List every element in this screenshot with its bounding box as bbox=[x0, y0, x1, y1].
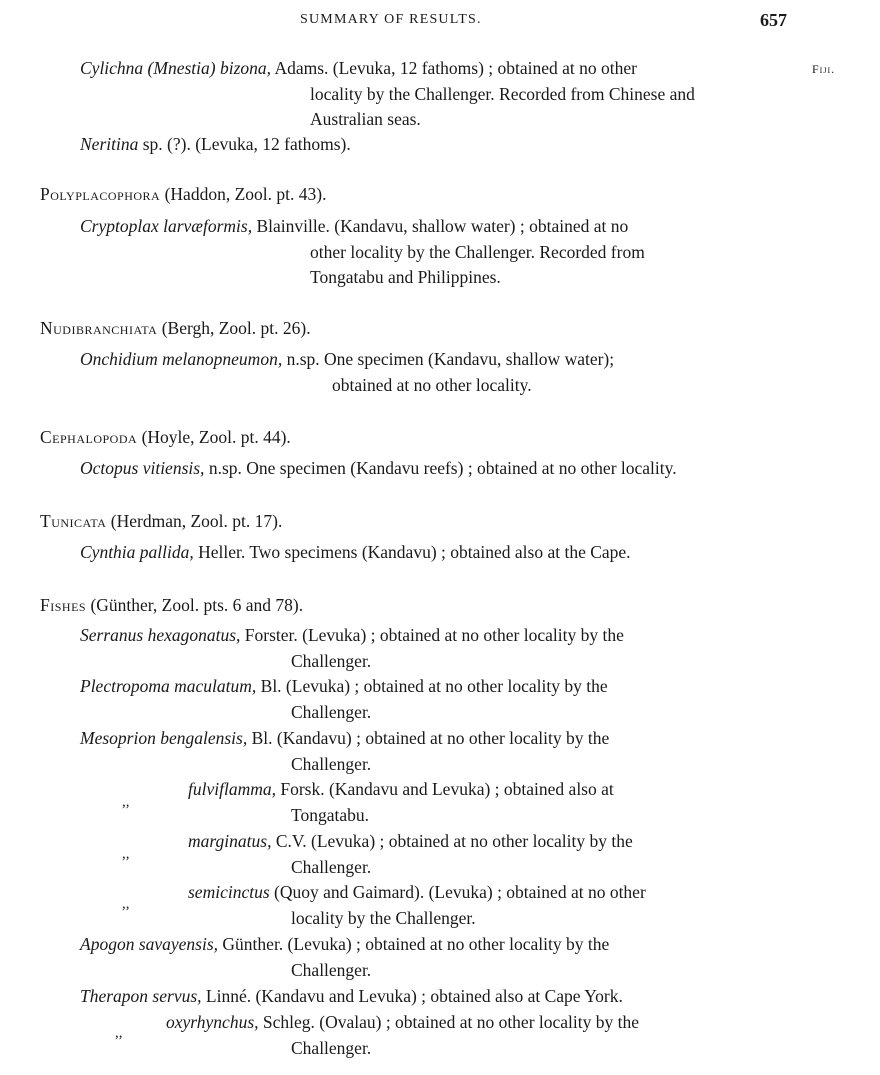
entry-text: Schleg. (Ovalau) ; obtained at no other locality by the bbox=[262, 1012, 640, 1032]
entry-continuation: Challenger. bbox=[291, 651, 372, 671]
entry-mesoprion-bengalensis bbox=[80, 727, 609, 749]
entry-text: (Levuka, 12 fathoms) ; obtained at no other bbox=[332, 58, 637, 78]
entry-text: n.sp. One specimen (Kandavu, shallow water); bbox=[286, 349, 615, 369]
entry-text: Bl. (Levuka) ; obtained at no other locality by the bbox=[260, 676, 608, 696]
section-title: Cephalopoda bbox=[40, 427, 138, 447]
species-name: semicinctus bbox=[188, 882, 270, 902]
entry-mesoprion-marginatus bbox=[188, 830, 633, 852]
entry-continuation: Challenger. bbox=[291, 702, 372, 722]
section-heading-tunicata bbox=[40, 510, 282, 532]
page-header bbox=[0, 10, 880, 34]
entry-mesoprion-semicinctus bbox=[188, 881, 646, 903]
entry-text: Forsk. (Kandavu and Levuka) ; obtained also at bbox=[280, 779, 614, 799]
entry-text: C.V. (Levuka) ; obtained at no other locality by the bbox=[275, 831, 633, 851]
authority: Blainville. bbox=[256, 216, 330, 236]
entry-continuation: Challenger. bbox=[291, 1038, 372, 1058]
section-title: Fishes bbox=[40, 595, 87, 615]
section-heading-nudibranchiata bbox=[40, 317, 311, 339]
species-name: Plectropoma maculatum, bbox=[80, 676, 257, 696]
entry-continuation: obtained at no other locality. bbox=[332, 375, 532, 395]
section-reference: (Günther, Zool. pts. 6 and 78). bbox=[90, 595, 304, 615]
entry-neritina bbox=[80, 133, 351, 155]
species-name: Mesoprion bengalensis, bbox=[80, 728, 248, 748]
entry-text: Heller. Two specimens (Kandavu) ; obtained also at the Cape. bbox=[198, 542, 631, 562]
species-name: fulviflamma, bbox=[188, 779, 276, 799]
entry-onchidium bbox=[80, 348, 614, 370]
entry-apogon bbox=[80, 933, 609, 955]
entry-continuation: Tongatabu and Philippines. bbox=[310, 267, 501, 287]
entry-continuation: locality by the Challenger. bbox=[291, 908, 476, 928]
entry-cylichna bbox=[80, 57, 637, 79]
entry-text: Linné. (Kandavu and Levuka) ; obtained also at Cape York. bbox=[205, 986, 623, 1006]
entry-cynthia bbox=[80, 541, 631, 563]
section-title: Nudibranchiata bbox=[40, 318, 158, 338]
entry-cryptoplax bbox=[80, 215, 628, 237]
running-title: SUMMARY OF RESULTS. bbox=[300, 12, 482, 27]
species-name: Cryptoplax larvæformis, bbox=[80, 216, 253, 236]
entry-plectropoma bbox=[80, 675, 608, 697]
entry-therapon-servus bbox=[80, 985, 623, 1007]
section-reference: (Herdman, Zool. pt. 17). bbox=[110, 511, 283, 531]
entry-therapon-oxyrhynchus bbox=[166, 1011, 639, 1033]
entry-text: Günther. (Levuka) ; obtained at no other locality by the bbox=[222, 934, 610, 954]
species-name: Therapon servus, bbox=[80, 986, 202, 1006]
entry-text: Bl. (Kandavu) ; obtained at no other locality by the bbox=[251, 728, 610, 748]
entry-continuation: other locality by the Challenger. Recorded from bbox=[310, 242, 645, 262]
section-reference: (Bergh, Zool. pt. 26). bbox=[161, 318, 311, 338]
margin-note-fiji: Fiji. bbox=[812, 62, 836, 76]
section-heading-cephalopoda bbox=[40, 426, 291, 448]
entry-continuation: Challenger. bbox=[291, 857, 372, 877]
entry-continuation: Challenger. bbox=[291, 960, 372, 980]
entry-text: n.sp. One specimen (Kandavu reefs) ; obtained at no other locality. bbox=[208, 458, 677, 478]
species-name: Octopus vitiensis, bbox=[80, 458, 205, 478]
section-title: Tunicata bbox=[40, 511, 107, 531]
species-name: Cylichna (Mnestia) bizona, bbox=[80, 58, 272, 78]
entry-continuation: locality by the Challenger. Recorded from Chinese and bbox=[310, 84, 695, 104]
entry-serranus bbox=[80, 624, 624, 646]
entry-text: (Quoy and Gaimard). (Levuka) ; obtained at no other bbox=[274, 882, 646, 902]
entry-continuation: Australian seas. bbox=[310, 109, 421, 129]
section-title: Polyplacophora bbox=[40, 184, 161, 204]
authority: Adams. bbox=[274, 58, 329, 78]
species-name: Neritina bbox=[80, 134, 139, 154]
section-reference: (Haddon, Zool. pt. 43). bbox=[164, 184, 327, 204]
ditto-mark: ,, bbox=[122, 896, 130, 912]
species-name: Cynthia pallida, bbox=[80, 542, 194, 562]
section-heading-polyplacophora bbox=[40, 183, 326, 205]
entry-text: sp. (?). (Levuka, 12 fathoms). bbox=[142, 134, 351, 154]
entry-continuation: Tongatabu. bbox=[291, 805, 369, 825]
entry-mesoprion-fulviflamma bbox=[188, 778, 614, 800]
entry-text: Forster. (Levuka) ; obtained at no other locality by the bbox=[244, 625, 624, 645]
species-name: oxyrhynchus, bbox=[166, 1012, 259, 1032]
page-number: 657 bbox=[760, 10, 787, 30]
entry-continuation: Challenger. bbox=[291, 754, 372, 774]
species-name: marginatus, bbox=[188, 831, 272, 851]
ditto-mark: ,, bbox=[115, 1025, 123, 1041]
entry-text: (Kandavu, shallow water) ; obtained at no bbox=[334, 216, 629, 236]
species-name: Apogon savayensis, bbox=[80, 934, 219, 954]
species-name: Onchidium melanopneumon, bbox=[80, 349, 283, 369]
entry-octopus bbox=[80, 457, 677, 479]
species-name: Serranus hexagonatus, bbox=[80, 625, 241, 645]
section-heading-fishes bbox=[40, 594, 303, 616]
ditto-mark: ,, bbox=[122, 794, 130, 810]
ditto-mark: ,, bbox=[122, 846, 130, 862]
section-reference: (Hoyle, Zool. pt. 44). bbox=[141, 427, 291, 447]
